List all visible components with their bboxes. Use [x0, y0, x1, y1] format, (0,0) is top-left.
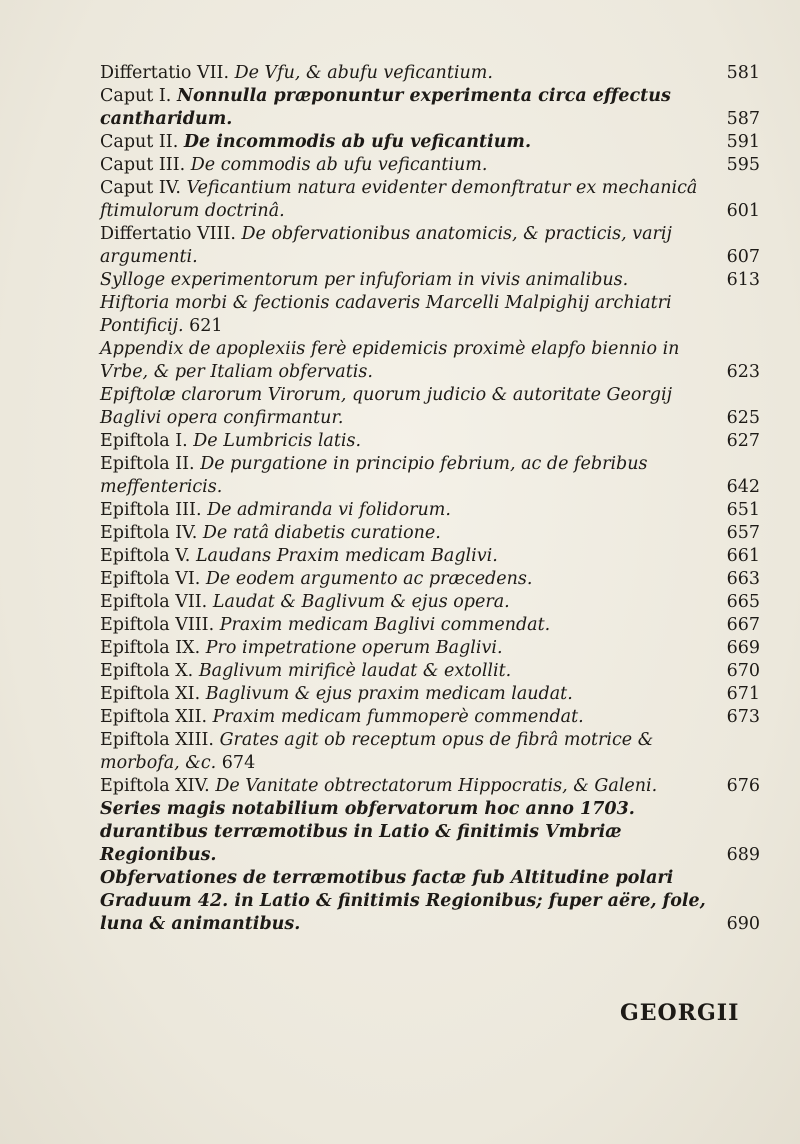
- entry-title: De obfervationibus anatomicis, & practicis, varij argumenti.: [100, 224, 672, 267]
- entry-title: De ratâ diabetis curatione.: [202, 523, 441, 543]
- page-number: 601: [726, 201, 760, 221]
- toc-entry: [100, 177, 760, 223]
- page-number: 674: [221, 753, 256, 773]
- entry-label: Epiftola IX.: [100, 638, 201, 658]
- entry-title: Obfervationes de terræmotibus factæ fub Altitudine polari Graduum 42. in Latio & finitimis Regionibus; fuper aëre, fole, luna & animantibus.: [100, 868, 706, 934]
- toc-entry: [100, 338, 760, 384]
- entry-label: Caput III.: [100, 155, 186, 175]
- toc-entry: [100, 154, 760, 177]
- entry-title: De purgatione in principio febrium, ac de febribus meffentericis.: [100, 454, 648, 497]
- entry-title: De incommodis ab ufu veficantium.: [183, 132, 532, 152]
- page-number: 625: [726, 408, 760, 428]
- entry-label: Epiftola IV.: [100, 523, 198, 543]
- entry-title: De Lumbricis latis.: [193, 431, 362, 451]
- page-number: 670: [726, 661, 760, 681]
- entry-title: Sylloge experimentorum per infuforiam in vivis animalibus.: [100, 270, 629, 290]
- table-of-contents: [100, 62, 760, 936]
- toc-entry: [100, 384, 760, 430]
- toc-entry: [100, 729, 760, 775]
- page-number: 591: [726, 132, 760, 152]
- page-number: 667: [726, 615, 760, 635]
- toc-entry: [100, 568, 760, 591]
- toc-entry: [100, 637, 760, 660]
- page-number: 669: [726, 638, 760, 658]
- page-number: 613: [726, 270, 760, 290]
- entry-title: De commodis ab ufu veficantium.: [190, 155, 488, 175]
- entry-label: Epiftola I.: [100, 431, 188, 451]
- toc-entry: [100, 453, 760, 499]
- page-number: 623: [726, 362, 760, 382]
- entry-label: Epiftola X.: [100, 661, 194, 681]
- entry-title: Laudans Praxim medicam Baglivi.: [195, 546, 498, 566]
- toc-entry: [100, 85, 760, 131]
- entry-label: Epiftola XIV.: [100, 776, 210, 796]
- page-number: 657: [726, 523, 760, 543]
- entry-title: De admiranda vi folidorum.: [207, 500, 451, 520]
- entry-label: Caput IV.: [100, 178, 181, 198]
- entry-label: Epiftola XII.: [100, 707, 208, 727]
- toc-entry: [100, 545, 760, 568]
- page-number: 676: [726, 776, 760, 796]
- entry-label: Epiftola II.: [100, 454, 195, 474]
- entry-label: Epiftola V.: [100, 546, 191, 566]
- toc-entry: [100, 131, 760, 154]
- page-number: 661: [726, 546, 760, 566]
- page-number: 671: [726, 684, 760, 704]
- page-number: 689: [726, 845, 760, 865]
- entry-title: Baglivum & ejus praxim medicam laudat.: [205, 684, 573, 704]
- page-number: 595: [726, 155, 760, 175]
- toc-entry: [100, 269, 760, 292]
- page-number: 673: [726, 707, 760, 727]
- page-number: 621: [189, 316, 223, 336]
- entry-label: Epiftola VIII.: [100, 615, 215, 635]
- toc-entry: [100, 591, 760, 614]
- toc-entry: [100, 292, 760, 338]
- entry-label: Differtatio VIII.: [100, 224, 236, 244]
- page-number: 587: [726, 109, 760, 129]
- entry-title: Praxim medicam Baglivi commendat.: [219, 615, 551, 635]
- toc-entry: [100, 683, 760, 706]
- page-number: 607: [726, 247, 760, 267]
- entry-label: Epiftola III.: [100, 500, 202, 520]
- entry-label: Caput I.: [100, 86, 172, 106]
- entry-title: Laudat & Baglivum & ejus opera.: [212, 592, 510, 612]
- page-number: 665: [726, 592, 760, 612]
- entry-title: Praxim medicam fummoperè commendat.: [212, 707, 584, 727]
- entry-title: De eodem argumento ac præcedens.: [205, 569, 533, 589]
- entry-title: Baglivum mirificè laudat & extollit.: [198, 661, 512, 681]
- toc-entry: [100, 798, 760, 867]
- entry-title: Grates agit ob receptum opus de fibrâ motrice & morbofa, &c.: [100, 730, 654, 773]
- page-number: 581: [726, 63, 760, 83]
- toc-entry: [100, 430, 760, 453]
- entry-title: Pro impetratione operum Baglivi.: [205, 638, 503, 658]
- entry-label: Differtatio VII.: [100, 63, 230, 83]
- entry-title: Series magis notabilium obfervatorum hoc anno 1703. durantibus terræmotibus in Latio & finitimis Vmbriæ Regionibus.: [100, 799, 635, 865]
- entry-title: Veficantium natura evidenter demonftratur ex mechanicâ ftimulorum doctrinâ.: [100, 178, 698, 221]
- entry-title: Epiftolæ clarorum Virorum, quorum judicio & autoritate Georgij Baglivi opera confirmantur.: [100, 385, 672, 428]
- entry-label: Epiftola XI.: [100, 684, 201, 704]
- entry-title: De Vfu, & abufu veficantium.: [234, 63, 493, 83]
- toc-entry: [100, 62, 760, 85]
- toc-entry: [100, 867, 760, 936]
- page-number: 690: [726, 914, 760, 934]
- toc-entry: [100, 223, 760, 269]
- toc-entry: [100, 660, 760, 683]
- toc-entry: [100, 706, 760, 729]
- toc-entry: [100, 775, 760, 798]
- entry-title: Hiftoria morbi & fectionis cadaveris Marcelli Malpighij archiatri Pontificij.: [100, 293, 672, 336]
- entry-title: De Vanitate obtrectatorum Hippocratis, & Galeni.: [215, 776, 658, 796]
- toc-entry: [100, 614, 760, 637]
- page-number: 651: [726, 500, 760, 520]
- toc-entry: [100, 499, 760, 522]
- entry-label: Caput II.: [100, 132, 179, 152]
- page-number: 627: [726, 431, 760, 451]
- entry-title: Appendix de apoplexiis ferè epidemicis proximè elapfo biennio in Vrbe, & per Italiam obfervatis.: [100, 339, 680, 382]
- page-number: 663: [726, 569, 760, 589]
- entry-label: Epiftola XIII.: [100, 730, 214, 750]
- page-number: 642: [726, 477, 760, 497]
- entry-title: Nonnulla præponuntur experimenta circa effectus cantharidum.: [100, 86, 671, 129]
- toc-entry: [100, 522, 760, 545]
- catchword: GEORGII: [620, 1000, 740, 1026]
- entry-label: Epiftola VI.: [100, 569, 201, 589]
- entry-label: Epiftola VII.: [100, 592, 208, 612]
